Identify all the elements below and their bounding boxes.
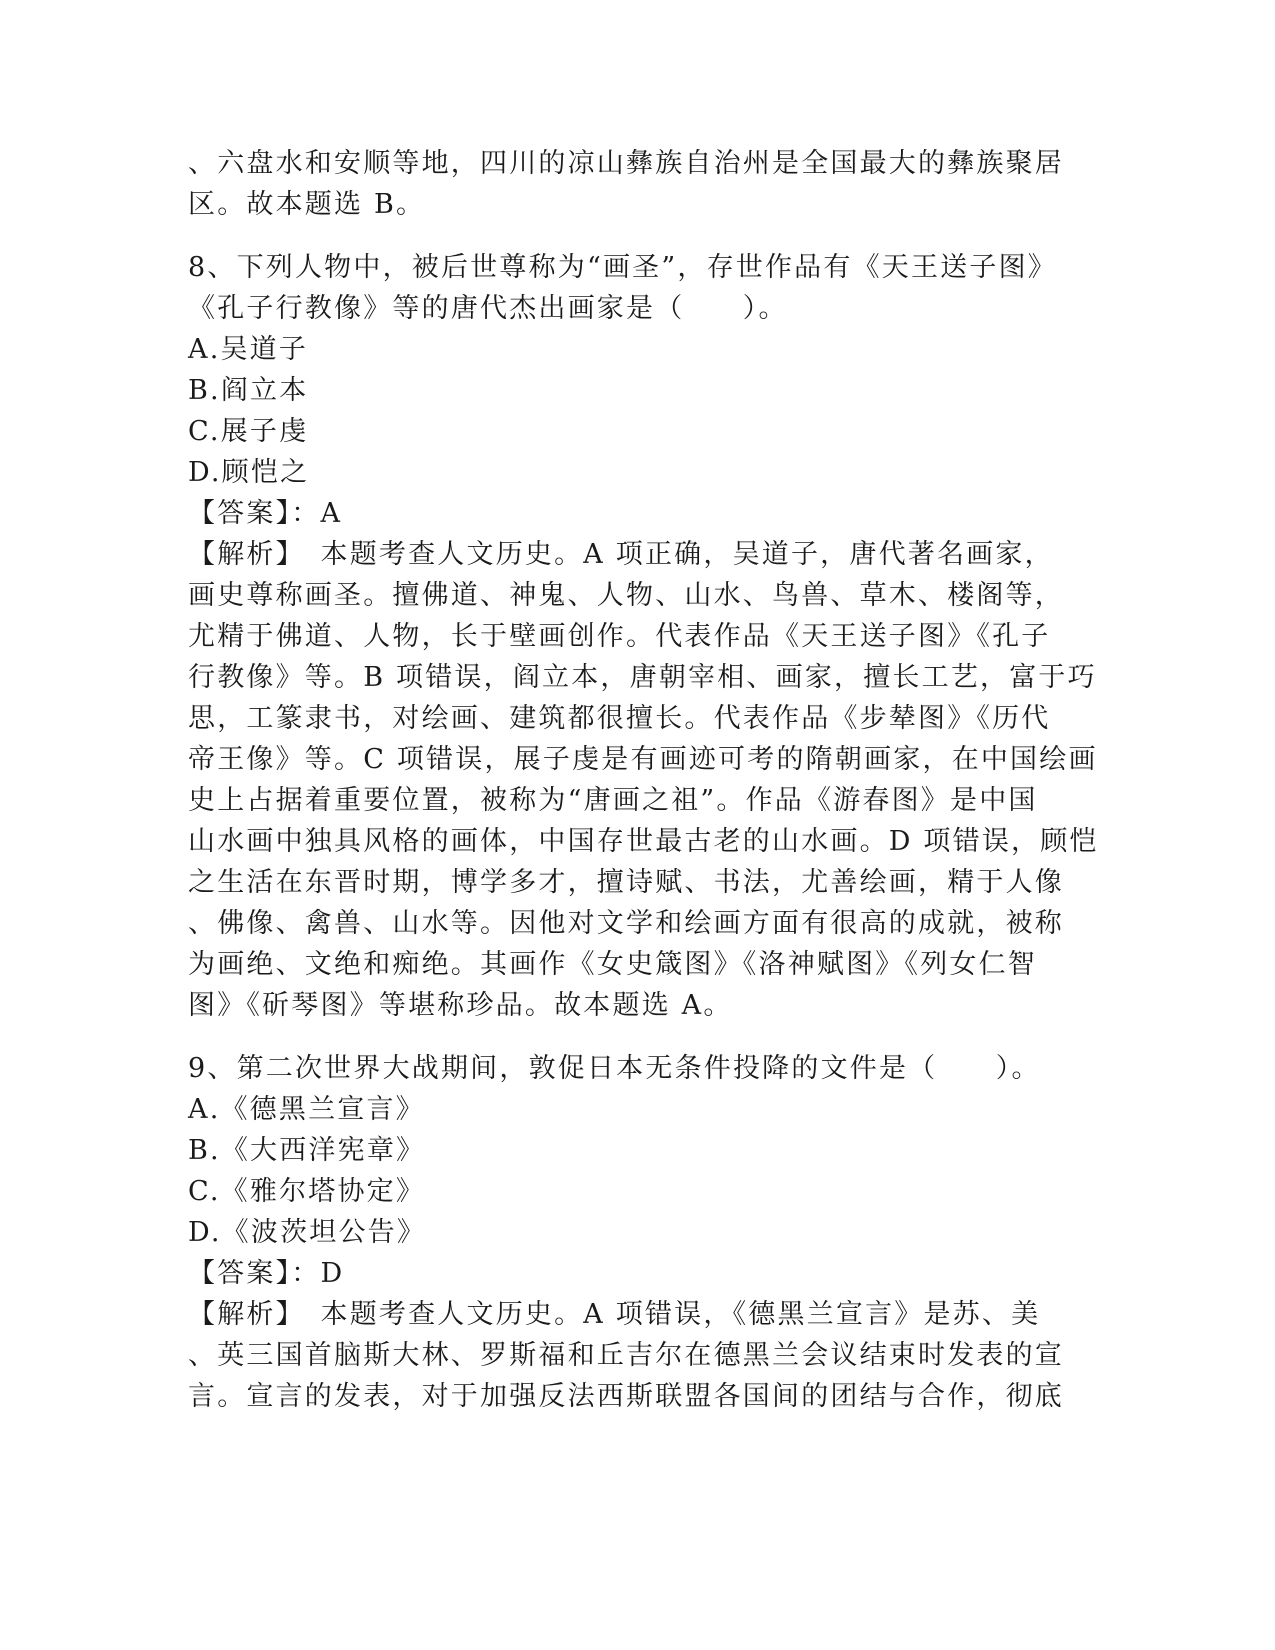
question-stem: 《孔子行教像》等的唐代杰出画家是（ ）。 bbox=[188, 293, 788, 324]
explanation-line: 【解析】 本题考查人文历史。A 项正确，吴道子，唐代著名画家， bbox=[188, 539, 1054, 570]
option-c: C.《雅尔塔协定》 bbox=[188, 1176, 426, 1207]
explanation-line: 、英三国首脑斯大林、罗斯福和丘吉尔在德黑兰会议结束时发表的宣 bbox=[188, 1340, 1064, 1371]
option-d: D.《波茨坦公告》 bbox=[188, 1217, 427, 1248]
text-line: 区。故本题选 B。 bbox=[188, 189, 426, 220]
option-b: B.阎立本 bbox=[188, 375, 309, 406]
explanation-line: 之生活在东晋时期，博学多才，擅诗赋、书法，尤善绘画，精于人像 bbox=[188, 867, 1064, 898]
text-line: 、六盘水和安顺等地，四川的凉山彝族自治州是全国最大的彝族聚居 bbox=[188, 148, 1064, 179]
explanation-line: 图》《斫琴图》等堪称珍品。故本题选 A。 bbox=[188, 990, 733, 1021]
explanation-line: 为画绝、文绝和痴绝。其画作《女史箴图》《洛神赋图》《列女仁智 bbox=[188, 949, 1037, 980]
explanation-line: 帝王像》等。C 项错误，展子虔是有画迹可考的隋朝画家，在中国绘画 bbox=[188, 744, 1098, 775]
question-stem: 9、第二次世界大战期间，敦促日本无条件投降的文件是（ ）。 bbox=[188, 1053, 1041, 1084]
option-b: B.《大西洋宪章》 bbox=[188, 1135, 426, 1166]
answer: 【答案】：A bbox=[188, 498, 343, 529]
option-c: C.展子虔 bbox=[188, 416, 309, 447]
answer: 【答案】：D bbox=[188, 1258, 345, 1289]
explanation-line: 行教像》等。B 项错误，阎立本，唐朝宰相、画家，擅长工艺，富于巧 bbox=[188, 662, 1097, 693]
explanation-line: 言。宣言的发表，对于加强反法西斯联盟各国间的团结与合作，彻底 bbox=[188, 1381, 1064, 1412]
option-a: A.《德黑兰宣言》 bbox=[188, 1094, 425, 1125]
option-d: D.顾恺之 bbox=[188, 457, 310, 488]
question-stem: 8、下列人物中，被后世尊称为“画圣”，存世作品有《天王送子图》 bbox=[188, 252, 1057, 283]
explanation-line: 尤精于佛道、人物，长于壁画创作。代表作品《天王送子图》《孔子 bbox=[188, 621, 1051, 652]
explanation-line: 【解析】 本题考查人文历史。A 项错误，《德黑兰宣言》是苏、美 bbox=[188, 1299, 1041, 1330]
explanation-line: 画史尊称画圣。擅佛道、神鬼、人物、山水、鸟兽、草木、楼阁等， bbox=[188, 580, 1064, 611]
explanation-line: 山水画中独具风格的画体，中国存世最古老的山水画。D 项错误，顾恺 bbox=[188, 826, 1099, 857]
option-a: A.吴道子 bbox=[188, 334, 309, 365]
explanation-line: 思，工篆隶书，对绘画、建筑都很擅长。代表作品《步辇图》《历代 bbox=[188, 703, 1051, 734]
explanation-line: 、佛像、禽兽、山水等。因他对文学和绘画方面有很高的成就，被称 bbox=[188, 908, 1064, 939]
explanation-line: 史上占据着重要位置，被称为“唐画之祖”。作品《游春图》是中国 bbox=[188, 785, 1038, 816]
